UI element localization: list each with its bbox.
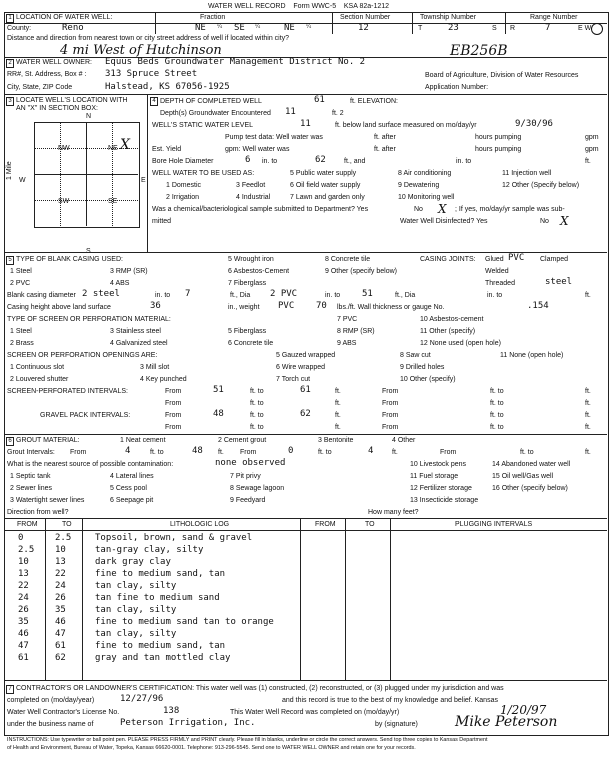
log-to: 13 [55,557,66,567]
license-number: 138 [163,706,180,716]
log-to: 2.5 [55,533,72,543]
grout-to-2: 4 [368,446,374,456]
log-to: 35 [55,605,66,615]
instructions: INSTRUCTIONS: Use typewriter or ball point pen. PLEASE PRESS FIRMLY and PRINT clearly. Please fill in blanks, underline or circle the correct answers. Send top three copies to Kansas Department [7,737,488,743]
log-description: tan fine to medium sand [95,593,220,603]
groundwater-value: 11 [285,107,296,117]
wall-gauge: .154 [527,301,549,311]
log-from: 10 [18,557,29,567]
gravel-from: 48 [213,409,224,419]
static-date: 9/30/96 [515,119,553,129]
quarter-1: NE [195,23,206,33]
log-from: 61 [18,653,29,663]
business-name: Peterson Irrigation, Inc. [120,718,256,728]
log-from: 24 [18,593,29,603]
grout-from-2: 0 [288,446,294,456]
grout-from-1: 4 [125,446,131,456]
county-value: Reno [62,23,84,33]
mill-slot-selected: 3 Mill slot [140,364,170,371]
well-id: EB256B [450,43,508,59]
log-description: dark gray clay [95,557,171,567]
section-number-label: Section Number [340,14,391,21]
form-title: WATER WELL RECORD Form WWC-5 KSA 82a-1212 [208,3,390,10]
location-x-mark: X [120,137,130,153]
log-description: tan clay, silty [95,581,177,591]
section-value: 12 [358,23,369,33]
bore-diameter: 6 [245,155,251,165]
log-from: 13 [18,569,29,579]
log-to: 24 [55,581,66,591]
distance-label: Distance and direction from nearest town or city street address of well if located within city? [7,35,290,42]
gravel-to: 62 [300,409,311,419]
county-label: County: [7,25,32,32]
log-from: 26 [18,605,29,615]
owner-label: WATER WELL OWNER: [16,59,92,66]
neat-cement-selected: 1 Neat cement [120,437,166,444]
log-description: fine to medium sand tan to orange [95,617,274,627]
log-from: 2.5 [18,545,35,555]
log-description: fine to medium sand, tan [95,569,226,579]
log-from: 0 [18,533,24,543]
grout-to-1: 48 [192,446,203,456]
owner-address: 313 Spruce Street [105,69,198,79]
log-description: tan clay, silty [95,629,177,639]
log-to: 26 [55,593,66,603]
distance-value: 4 mi West of Hutchinson [60,43,222,58]
bore-depth: 62 [315,155,326,165]
contamination-value: none observed [215,458,286,468]
casing-dia-2: 2 PVC [270,289,298,299]
fraction-label: Fraction [200,14,226,21]
static-level: 11 [300,119,311,129]
record-date: 1/20/97 [500,703,547,717]
range-value: 7 [545,23,551,33]
ew-selection: E W [578,25,592,32]
screen-pvc-selected: 7 PVC [337,316,358,323]
bentonite-selected: 3 Bentonite [318,437,354,444]
log-from: 47 [18,641,29,651]
quarter-3: NE [284,23,295,33]
range-label: Range Number [530,14,578,21]
log-to: 46 [55,617,66,627]
log-to: 61 [55,641,66,651]
monitoring-well-selected: 10 Monitoring well [398,194,455,201]
casing-dia-1: 2 steel [82,289,120,299]
west-circle-mark [591,23,603,35]
log-to: 62 [55,653,66,663]
casing-height: 36 [150,301,161,311]
township-value: 23 [448,23,459,33]
owner-name: Equus Beds Groundwater Management District No. 2 [105,57,366,67]
perf-from: 51 [213,385,224,395]
log-to: 10 [55,545,66,555]
pvc-selected: 2 PVC [10,280,31,287]
perf-to: 61 [300,385,311,395]
log-description: gray and tan mottled clay [95,653,231,663]
log-description: fine to medium sand, tan [95,641,226,651]
log-from: 35 [18,617,29,627]
completed-date: 12/27/96 [120,694,164,704]
section-number: 1 [6,14,14,23]
log-description: Topsoil, brown, sand & gravel [95,533,253,543]
log-to: 47 [55,629,66,639]
log-to: 22 [55,569,66,579]
log-from: 22 [18,581,29,591]
steel-selected: 1 Steel [10,268,32,275]
location-label: LOCATION OF WATER WELL: [16,14,113,21]
owner-city: Halstead, KS 67056-1925 [105,82,230,92]
depth-value: 61 [314,95,325,105]
log-from: 46 [18,629,29,639]
signature: Mike Peterson [455,714,558,730]
log-description: tan-gray clay, silty [95,545,204,555]
log-description: tan clay, silty [95,605,177,615]
quarter-2: SE [234,23,245,33]
township-label: Township Number [420,14,477,21]
